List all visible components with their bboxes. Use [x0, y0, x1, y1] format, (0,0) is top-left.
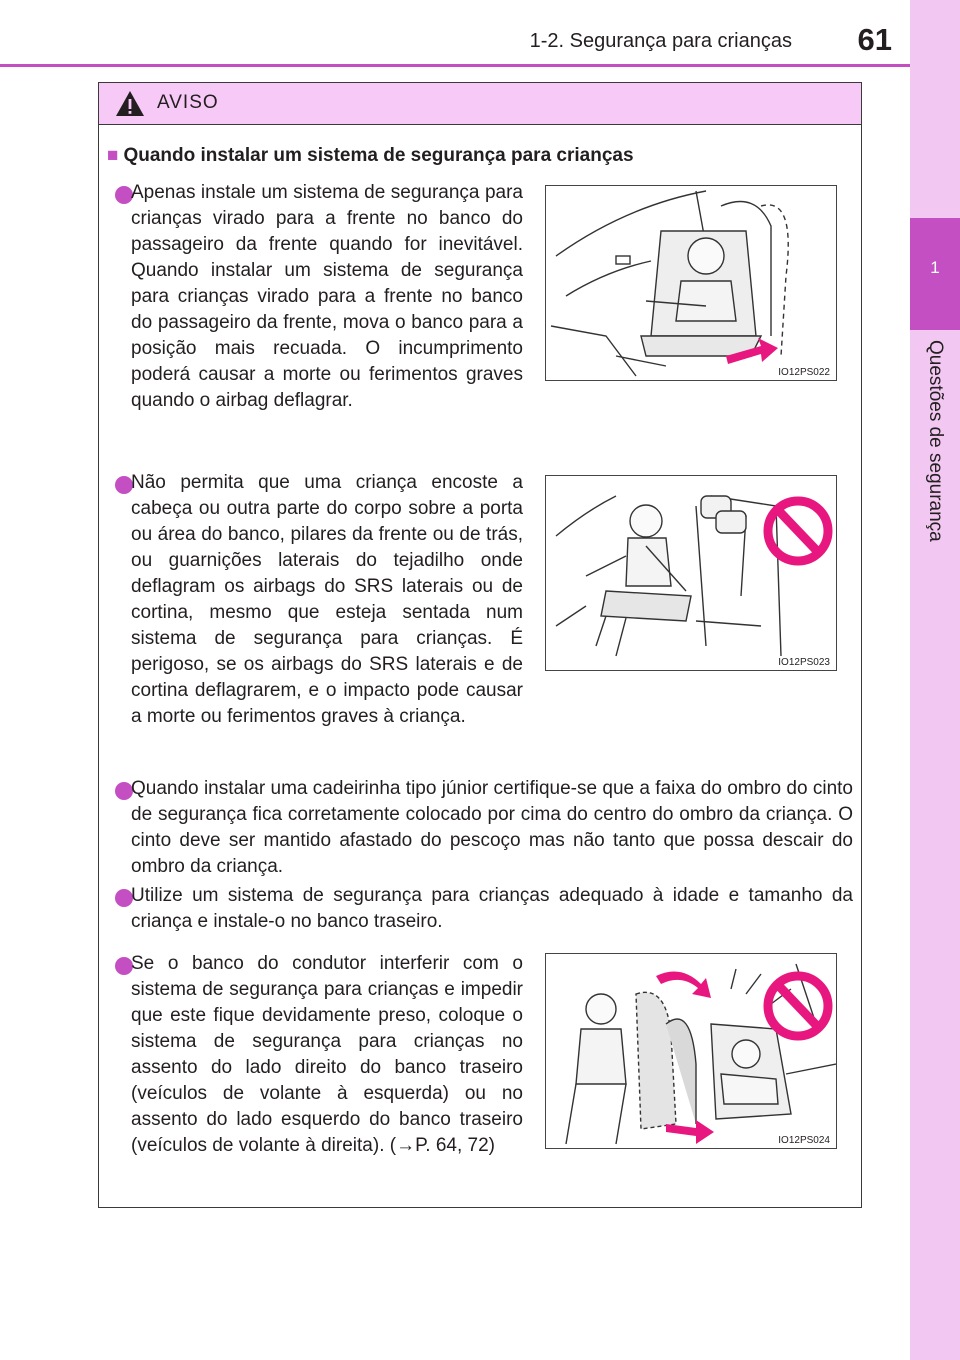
warning-header [99, 83, 861, 125]
warning-triangle-icon [115, 90, 145, 117]
figure-caption: IO12PS022 [778, 367, 830, 378]
figure-caption: IO12PS023 [778, 657, 830, 668]
header-rule [0, 64, 910, 67]
square-bullet-icon: ■ [107, 145, 119, 166]
chapter-number: 1 [930, 258, 940, 277]
warning-label: AVISO [157, 92, 219, 113]
section-title: ■ Quando instalar um sistema de segurança para crianças [107, 145, 634, 166]
figure-caption: IO12PS024 [778, 1135, 830, 1146]
warning-item-5: Se o banco do condutor interferir com o sistema de segurança para crianças e impedir que este fique devidamente preso, coloque o sistema de segurança para crianças no assento do lado direito do banco traseiro (veículos de volante à esquerda) ou no assento do lado esquerdo do banco traseiro (veículos de volante à direita). (→P. 64, 72) [131, 953, 523, 1156]
warning-item-4: Utilize um sistema de segurança para crianças adequado à idade e tamanho da criança e instale-o no banco traseiro. [131, 885, 853, 932]
figure-forward-facing-seat [545, 185, 837, 381]
forward-facing-seat-illustration [546, 186, 836, 380]
page-number: 61 [857, 22, 892, 57]
section-header: 1-2. Segurança para crianças [529, 30, 792, 52]
driver-seat-interference-illustration [546, 954, 836, 1148]
no-leaning-prohibition-illustration [546, 476, 836, 670]
warning-item-3: Quando instalar uma cadeirinha tipo júnior certifique-se que a faixa do ombro do cinto de segurança fica corretamente colocado por cima do centro do ombro da criança. O cinto deve ser mantido afastado do pescoço mas não tanto que possa descair do ombro da criança. [131, 778, 853, 877]
figure-driver-seat-interference [545, 953, 837, 1149]
warning-item-2: Não permita que uma criança encoste a cabeça ou outra parte do corpo sobre a porta ou área do banco, pilares da frente ou de trás, ou guarnições laterais do tejadilho onde deflagram os airbags do SRS laterais ou de cortina, mesmo que esteja sentada num sistema de segurança para crianças. É perigoso, se os airbags do SRS laterais e de cortina deflagrarem, e o impacto pode causar a morte ou ferimentos graves à criança. [131, 472, 523, 727]
side-strip [910, 0, 960, 1360]
warning-item-1: Apenas instale um sistema de segurança para crianças virado para a frente no banco do passageiro da frente quando for inevitável. Quando instalar um sistema de segurança para crianças virado para a frente no banco do passageiro da frente, mova o banco para a posição mais recuada. O incumprimento poderá causar a morte ou ferimentos graves quando o airbag deflagrar. [131, 182, 523, 411]
chapter-label: Questões de segurança [925, 340, 946, 542]
figure-no-leaning [545, 475, 837, 671]
